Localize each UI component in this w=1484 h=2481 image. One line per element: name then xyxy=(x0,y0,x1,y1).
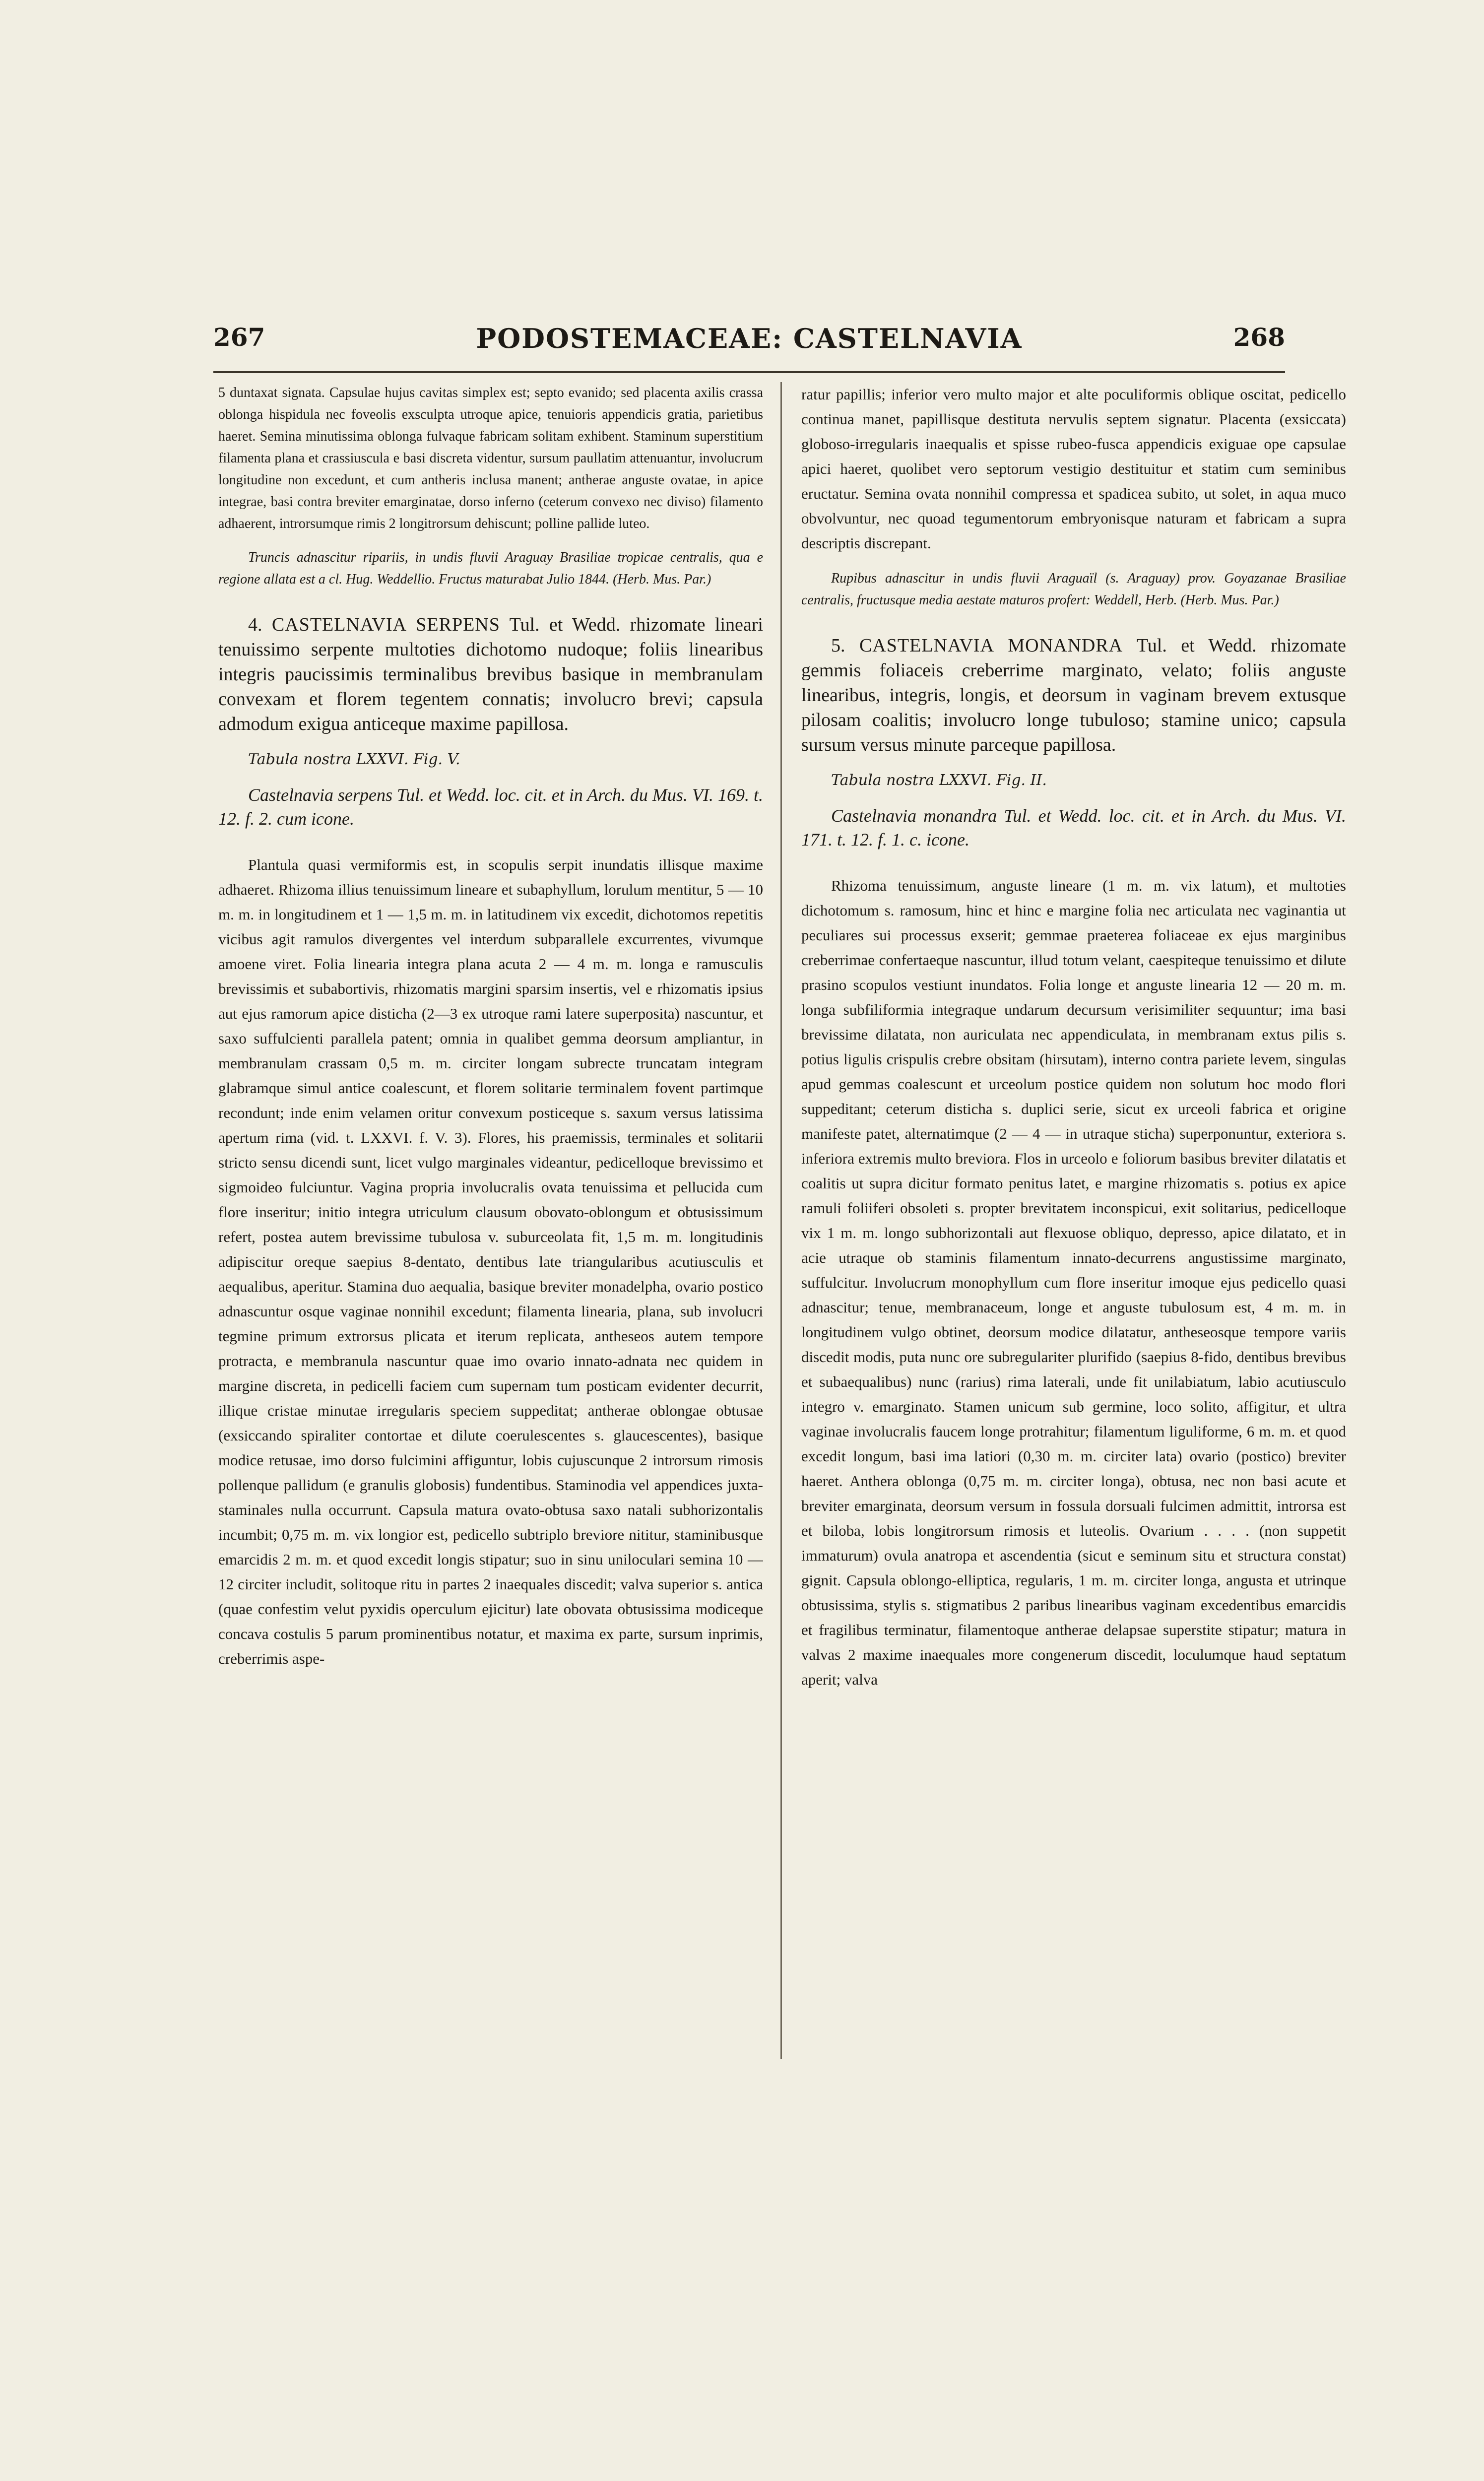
header-rule xyxy=(213,371,1285,373)
continuation-paragraph: 5 duntaxat signata. Capsulae hujus cavitas simplex est; septo evanido; sed placenta axilis crassa oblonga hispidula nec foveolis exsculpta utroque apice, tenuioris appendicis gratia, parietibus haeret. Semina minutissima oblonga fulvaque fabricam solitam exhibent. Staminum superstitium filamenta plana et crassiuscula e basi discreta videntur, sursum paullatim attenuantur, involucrum longitudine non excedunt, et cum antheris inclusa manent; antherae anguste ovatae, in apice integrae, basi contra breviter emarginatae, dorso inferno (ceterum convexo nec diviso) filamento adhaerent, introrsumque rimis 2 longitrorsum dehiscunt; polline pallide luteo. xyxy=(218,385,763,531)
plate-reference: Tabula nostra LXXVI. Fig. V. xyxy=(248,751,460,768)
species-authority: Tul. et Wedd. xyxy=(1136,635,1257,656)
right-column xyxy=(801,382,1346,2068)
habitat-note: Truncis adnascitur ripariis, in undis fluvii Araguay Brasiliae tropicae centralis, qua e regione allata est a cl. Hug. Weddellio. Fructus maturabat Julio 1844. (Herb. Mus. Par.) xyxy=(218,550,763,587)
running-title: PODOSTEMACEAE: CASTELNAVIA xyxy=(476,323,1023,354)
continuation-paragraph: ratur papillis; inferior vero multo major et alte poculiformis oblique oscitat, pedicello continua manet, papillisque destituta nervulis septem signatur. Placenta (exsiccata) globoso-irregularis inaequalis et spisse rubeo-fusca appendicis exiguae ope capsulae apici haeret, quolibet vero septorum vestigio destituitur et statim cum seminibus eructatur. Semina ovata nonnihil compressa et spadicea subito, ut solet, in aqua muco obvolvuntur, nec quoad tegumentorum embryonisque naturam et fabricam a supra descriptis discrepant. xyxy=(801,386,1346,552)
running-header xyxy=(213,323,1285,362)
citation: Castelnavia serpens Tul. et Wedd. loc. cit. et in Arch. du Mus. VI. 169. t. 12. f. 2. cum icone. xyxy=(218,785,763,829)
description-body: Rhizoma tenuissimum, anguste lineare (1 m. m. vix latum), et multoties dichotomum s. ramosum, hinc et hinc e margine folia nec articulata nec vaginantia ut peculiares sui processus exserit; gemmae praeterea foliaceae ex ejus marginibus creberrimae confertaeque nascuntur, illud totum velant, caespiteque tenuissimo et dilute prasino scopulos vestiunt inundatos. Folia longe et anguste linearia 12 — 20 m. m. longa subfiliformia integraque undarum decursum verisimiliter sequuntur; ima basi brevissime dilatata, non auriculata nec appendiculata, in membranam extus pilis s. potius ligulis crispulis crebre obsitam (hirsutam), interno contra pariete levem, singulas apud gemmas coalescunt et urceolum postice quidem non solutum hoc modo flori suppeditant; ceterum disticha s. duplici serie, sicut ex urceoli fabrica et origine manifeste patet, alternatimque (2 — 4 — in utraque sticha) superponuntur, exteriora s. inferiora extremis multo breviora. Flos in urceolo e foliorum basibus breviter dilatatis et coalitis ut supra dicitur formato penitus latet, e margine rhizomatis s. potius ex apice ramuli foliiferi obsoleti s. propter brevitatem inconspicui, exit solitarius, pedicelloque vix 1 m. m. longo subhorizontali aut flexuose obliquo, depresso, apice dilatato, et in acie utraque ob staminis filamentum innato-decurrens angustissime marginato, suffulcitur. Involucrum monophyllum cum flore inseritur imoque ejus pedicello quasi adnascitur; tenue, membranaceum, longe et anguste tubulosum est, 4 m. m. in longitudinem vulgo obtinet, deorsum modice dilatatur, antheseosque tempore variis discedit modis, puta nunc ore subregulariter plurifido (saepius 8-fido, dentibus brevibus et subaequalibus) nunc (rarius) rima laterali, unde fit unilabiatum, labio acutiusculo integro v. emarginato. Stamen unicum sub germine, loco solito, affigitur, et ultra vaginae involucralis faucem longe protrahitur; filamentum liguliforme, 6 m. m. et quod excedit longum, basi ima latiori (0,30 m. m. circiter lata) ovario (postico) breviter haeret. Anthera oblonga (0,75 m. m. circiter longa), obtusa, nec non basi acute et breviter emarginata, deorsum versum in fossula dorsuali fulcimen admittit, introrsa est et biloba, lobis longitrorsum rimosis et luteolis. Ovarium . . . . (non suppetit immaturum) ovula anatropa et ascendentia (sicut e seminum situ et structura constat) gignit. Capsula oblongo-elliptica, regularis, 1 m. m. circiter longa, angusta et utrinque obtusissima, stylis s. stigmatibus 2 paribus linearibus vaginam excedentibus emarcidis et fragilibus terminatur, filamentoque antherae delapsae superstite stipatur; matura in valvas 2 maxime inaequales more congenerum discedit, loculumque haud septatum aperit; valva xyxy=(801,877,1346,1688)
page-number-right: 268 xyxy=(1233,323,1285,352)
page-number-left: 267 xyxy=(213,323,265,352)
species-number: 5. xyxy=(831,635,845,656)
habitat-note: Rupibus adnascitur in undis fluvii Araguaïl (s. Araguay) prov. Goyazanae Brasiliae centralis, fructusque media aestate maturos profert: Weddell, Herb. (Herb. Mus. Par.) xyxy=(801,571,1346,608)
species-name: CASTELNAVIA SERPENS xyxy=(271,614,500,635)
species-diagnosis: rhizomate lineari tenuissimo serpente multoties dichotomo nudoque; foliis linearibus integris paucissimis terminalibus brevibus basique in membranulam convexam et florem tegentem connatis; involucro brevi; capsula admodum exigua anticeque maxime papillosa. xyxy=(218,614,763,734)
column-divider xyxy=(780,382,782,2059)
species-heading xyxy=(218,612,763,736)
description-body: Plantula quasi vermiformis est, in scopulis serpit inundatis illisque maxime adhaeret. Rhizoma illius tenuissimum lineare et subaphyllum, lorulum mentitur, 5 — 10 m. m. in longitudinem et 1 — 1,5 m. m. in latitudinem vix excedit, dichotomos repetitis vicibus agit ramulos divergentes vel interdum subparallele excurrentes, vivumque amoene viret. Folia linearia integra plana acuta 2 — 4 m. m. longa e ramusculis brevissimis et subabortivis, rhizomatis margini sparsim insertis, vel e rhizomatis ipsius aut ejus ramorum apice disticha (2—3 ex utroque rami latere superposita) nascuntur, et saxo suffulcienti parallela patent; omnia in qualibet gemma deorsum ampliantur, in membranulam crassam 0,5 m. m. circiter longam subrecte truncatam integram glabramque simul antice coalescunt, et florem solitarie terminalem fovent partimque recondunt; inde enim velamen oritur convexum posticeque s. saxum versus latissima apertum rima (vid. t. LXXVI. f. V. 3). Flores, his praemissis, terminales et solitarii stricto sensu dicendi sunt, licet vulgo marginales videantur, pedicelloque brevissimo et sigmoideo fulciuntur. Vagina propria involucralis ovata tenuissima et pellucida cum flore inseritur; initio integra utriculum clausum obovato-oblongum et obtusissimum refert, postea autem brevissime tubulosa v. suburceolata fit, 1,5 m. m. longitudinis adipiscitur oreque saepius 8-dentato, dentibus late triangularibus acutiusculis et aequalibus, aperitur. Stamina duo aequalia, basique breviter monadelpha, ovario postico adnascuntur osque vaginae nonnihil excedunt; filamenta linearia, plana, sub involucri tegmine primum extrorsus plicata et iterum replicata, antheseos autem tempore protracta, e membranula nascuntur quae imo ovario innato-adnata nec quidem in margine discreta, in pedicelli faciem cum supernam tum posticam evidenter decurrit, illique cristae minutae irregularis speciem suppeditat; antherae oblongae obtusae (exsiccando spiraliter contortae et dilute coerulescentes s. glaucescentes), basique modice retusae, imo dorso fulcimini affiguntur, lobis cujuscunque 2 introrsum rimosis pollenque pallidum (e granulis globosis) fundentibus. Staminodia vel appendices juxta-staminales nulla occurrunt. Capsula matura ovato-obtusa saxo natali subhorizontalis incumbit; 0,75 m. m. vix longior est, pedicello subtriplo breviore nititur, staminibusque emarcidis 2 m. m. et quod excedit longis stipatur; suo in sinu uniloculari semina 10 — 12 circiter includit, solitoque ritu in partes 2 inaequales discedit; valva superior s. antica (quae confestim velut pyxidis operculum ejicitur) late obovata obtusissima modiceque concava costulis 5 parum prominentibus notatur, et maxima ex parte, sursum inprimis, creberrimis aspe- xyxy=(218,856,763,1667)
species-name: CASTELNAVIA MONANDRA xyxy=(859,635,1123,656)
species-authority: Tul. et Wedd. xyxy=(509,614,621,635)
species-diagnosis: rhizomate gemmis foliaceis creberrime marginato, velato; foliis anguste linearibus, integris, longis, et deorsum in vaginam brevem extusque pilosam coalitis; involucro longe tubuloso; stamine unico; capsula sursum versus minute parceque papillosa. xyxy=(801,635,1346,755)
citation: Castelnavia monandra Tul. et Wedd. loc. cit. et in Arch. du Mus. VI. 171. t. 12. f. 1. c. icone. xyxy=(801,806,1346,849)
plate-reference: Tabula nostra LXXVI. Fig. II. xyxy=(831,772,1047,789)
species-heading xyxy=(801,633,1346,757)
left-column xyxy=(218,382,763,2068)
species-number: 4. xyxy=(248,614,262,635)
